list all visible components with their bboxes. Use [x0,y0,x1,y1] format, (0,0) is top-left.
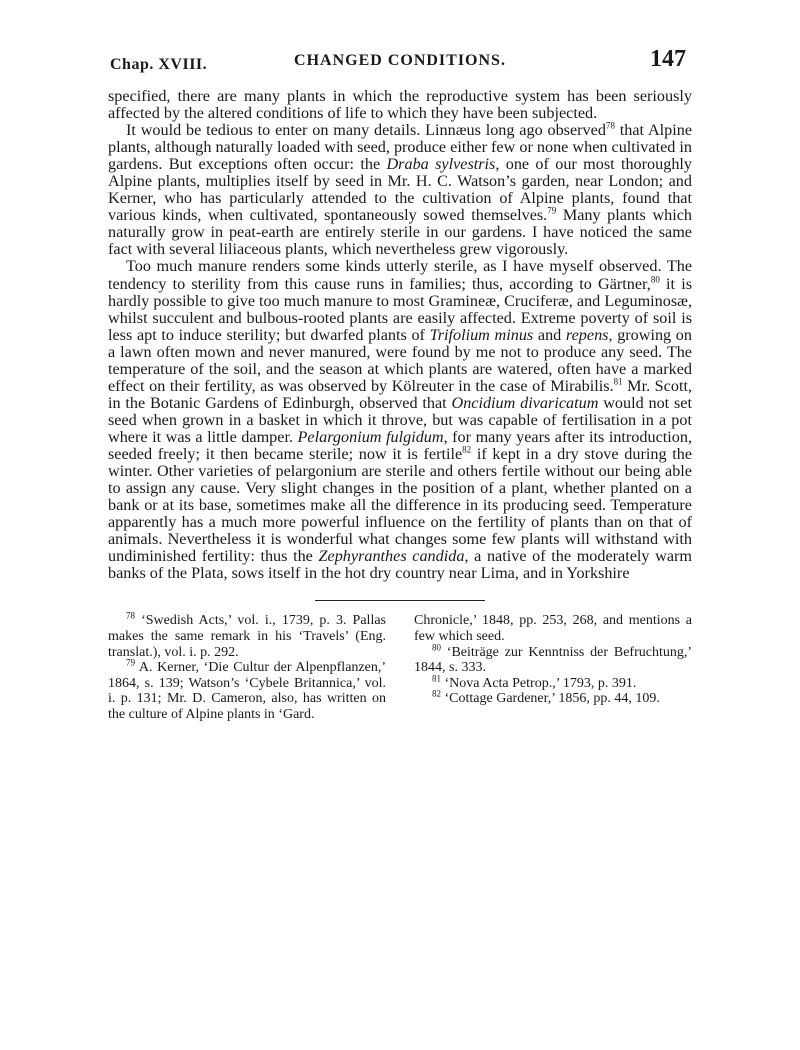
text-run: , a native of the moderately warm banks of the Plata, sows itself in the hot dry country near Lima, and in Yorkshire [108,547,693,583]
footnotes-right-column [414,613,692,722]
running-title: CHANGED CONDITIONS. [294,52,506,69]
text-run: and [533,325,566,344]
footnote-ref: 78 [605,120,615,131]
book-page [108,46,692,723]
text-run: Mr. Scott, in the Botanic Gardens of Edinburgh, observed that [108,376,693,412]
text-run: , one of our most thoroughly Alpine plants, multiplies itself by seed in Mr. H. C. Watson’s garden, near London; and Kerner, who has particularly attended to the cultivation of Alpine plants, found that various kinds, when cultivated, spontaneously sowed themselves. [108,155,693,225]
footnote-ref: 82 [432,688,441,699]
text-run: Too much manure renders some kinds utterly sterile, as I have myself observed. The tendency to sterility from this cause runs in families; thus, according to Gärtner, [108,257,692,293]
footnote-ref: 78 [126,610,135,621]
italic-text: Draba sylvestris [386,155,496,174]
footnote-ref: 80 [432,641,441,652]
footnote-ref: 81 [613,376,623,387]
italic-text: Zephyranthes candida [318,547,465,566]
footnote [414,641,692,676]
body-text [108,88,692,582]
text-run: would not set seed when grown in a basket in which it throve, but was capable of fertilisation in a pot where it was a little damper. [108,393,692,446]
italic-text: repens [565,325,609,344]
footnotes [108,610,692,722]
footnotes-left-column [108,610,386,722]
text-run: A. Kerner, ‘Die Cultur der Alpenpflanzen,’ 1864, s. 139; Watson’s ‘Cybele Britannica,’ vol. i. p. 131; Mr. D. Cameron, also, has written on the culture of Alpine plants in ‘Gard. [108,660,386,722]
text-run: ‘Swedish Acts,’ vol. i., 1739, p. 3. Pallas makes the same remark in his ‘Travels’ (Eng. translat.), vol. i. p. 292. [108,613,386,660]
footnote-ref: 82 [462,444,472,455]
text-run: Many plants which naturally grow in peat-earth are entirely sterile in our gardens. I have noticed the same fact with several liliaceous plants, which nevertheless grew vigorously. [108,206,693,259]
text-run: specified, there are many plants in which the reproductive system has been seriously affected by the altered conditions of life to which they have been subjected. [108,87,692,123]
paragraph [108,88,692,122]
footnote [414,688,692,707]
page-number: 147 [650,46,686,72]
chapter-label: Chap. XVIII. [110,56,208,73]
text-run: ‘Beiträge zur Kenntniss der Befruchtung,’ 1844, s. 333. [414,644,692,676]
footnote [414,673,692,692]
footnote [414,613,692,644]
text-run: Chronicle,’ 1848, pp. 253, 268, and mentions a few which seed. [414,613,692,644]
footnote-ref: 80 [650,274,660,285]
footnote [108,610,386,660]
running-header [108,46,692,80]
italic-text: Pelargonium fulgidum [297,427,444,446]
italic-text: Trifolium minus [429,325,534,344]
text-run: if kept in a dry stove during the winter. Other varieties of pelargonium are sterile and others fertile without our being able to assign any cause. Very slight changes in the position of a plant, whether planted on a bank or at its base, sometimes make all the difference in its producing seed. Temperature apparently has a much more powerful influence on the fertility of plants than on that of animals. Nevertheless it is wonderful what changes some few plants will withstand with undiminished fertility: thus the [108,444,692,566]
text-run: It would be tedious to enter on many details. Linnæus long ago observed [126,121,606,140]
footnote-ref: 81 [432,673,441,684]
text-run: ‘Nova Acta Petrop.,’ 1793, p. 391. [441,675,637,691]
text-run: , growing on a lawn often mown and never manured, were found by me not to produce any seed. The temperature of the soil, and the season at which plants are watered, often have a marked effect on their fertility, as was observed by Kölreuter in the case of Mirabilis. [108,325,692,395]
paragraph [108,122,692,258]
italic-text: Oncidium divaricatum [451,393,599,412]
footnote-rule [315,600,485,601]
text-run: , for many years after its introduction, seeded freely; it then became sterile; now it is fertile [108,427,693,463]
text-run: that Alpine plants, although naturally loaded with seed, produce either few or none when cultivated in gardens. But exceptions often occur: the [108,121,693,174]
footnote [108,657,386,722]
text-run: it is hardly possible to give too much manure to most Gramineæ, Cruciferæ, and Leguminosæ, whilst succulent and bulbous-rooted plants are easily affected. Extreme poverty of soil is less apt to induce sterility; but dwarfed plants of [108,274,692,344]
footnote-ref: 79 [547,205,557,216]
paragraph [108,258,692,582]
footnote-ref: 79 [126,657,135,668]
text-run: ‘Cottage Gardener,’ 1856, pp. 44, 109. [441,691,660,707]
